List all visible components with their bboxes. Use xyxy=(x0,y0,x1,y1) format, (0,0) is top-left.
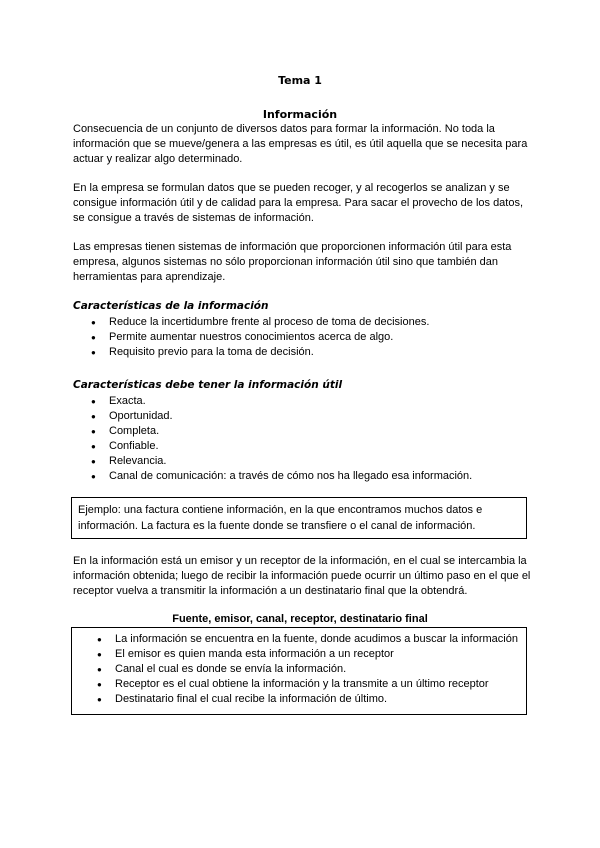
section-heading-caracteristicas: Características de la información xyxy=(73,300,269,312)
bullet-list-roles xyxy=(97,632,518,707)
roles-box xyxy=(71,627,527,715)
paragraph-2: En la empresa se formulan datos que se pueden recoger, y al recogerlos se analizan y se consigue información útil y de calidad para la empresa. Para sacar el provecho de los datos, se consigue a través de sistemas de información. xyxy=(73,182,524,224)
paragraph-1: Consecuencia de un conjunto de diversos datos para formar la información. No toda la información que se mueve/genera a las empresas es útil, es útil aquella que se necesita para actuar y realizar algo determinado. xyxy=(73,123,528,165)
list-item: ● Permite aumentar nuestros conocimientos acerca de algo. xyxy=(91,330,429,345)
list-item: ● La información se encuentra en la fuente, donde acudimos a buscar la información xyxy=(97,632,518,647)
list-item: ● Requisito previo para la toma de decisión. xyxy=(91,345,429,360)
list-item: ● Relevancia. xyxy=(91,454,472,469)
list-item: ● Receptor es el cual obtiene la información y la transmite a un último receptor xyxy=(97,677,518,692)
bullet-list-informacion-util xyxy=(91,394,472,484)
document-title: Tema 1 xyxy=(278,74,322,87)
bullet-list-caracteristicas xyxy=(91,315,429,360)
paragraph-4: En la información está un emisor y un receptor de la información, en el cual se intercambia la información obtenida; luego de recibir la información puede ocurrir un último paso en el que el receptor vuelva a transmitir la información a un destinatario final que la obtendrá. xyxy=(73,555,531,597)
list-item: ● Destinatario final el cual recibe la información de último. xyxy=(97,692,518,707)
list-item: ● Canal de comunicación: a través de cómo nos ha llegado esa información. xyxy=(91,469,472,484)
paragraph-3: Las empresas tienen sistemas de información que proporcionen información útil para esta empresa, algunos sistemas no sólo proporcionan información útil sino que también dan herramientas para aprendizaje. xyxy=(73,241,512,283)
example-box-text: Ejemplo: una factura contiene información, en la que encontramos muchos datos e información. La factura es la fuente donde se transfiere o el canal de información. xyxy=(78,504,483,532)
list-item: ● Confiable. xyxy=(91,439,472,454)
list-item: ● El emisor es quien manda esta información a un receptor xyxy=(97,647,518,662)
section-heading-fuente-emisor: Fuente, emisor, canal, receptor, destinatario final xyxy=(172,613,428,625)
list-item: ● Canal el cual es donde se envía la información. xyxy=(97,662,518,677)
list-item: ● Completa. xyxy=(91,424,472,439)
document-subtitle: Información xyxy=(262,108,338,121)
example-box xyxy=(71,497,527,539)
list-item: ● Exacta. xyxy=(91,394,472,409)
list-item: ● Reduce la incertidumbre frente al proceso de toma de decisiones. xyxy=(91,315,429,330)
list-item: ● Oportunidad. xyxy=(91,409,472,424)
section-heading-informacion-util: Características debe tener la información útil xyxy=(73,379,343,391)
